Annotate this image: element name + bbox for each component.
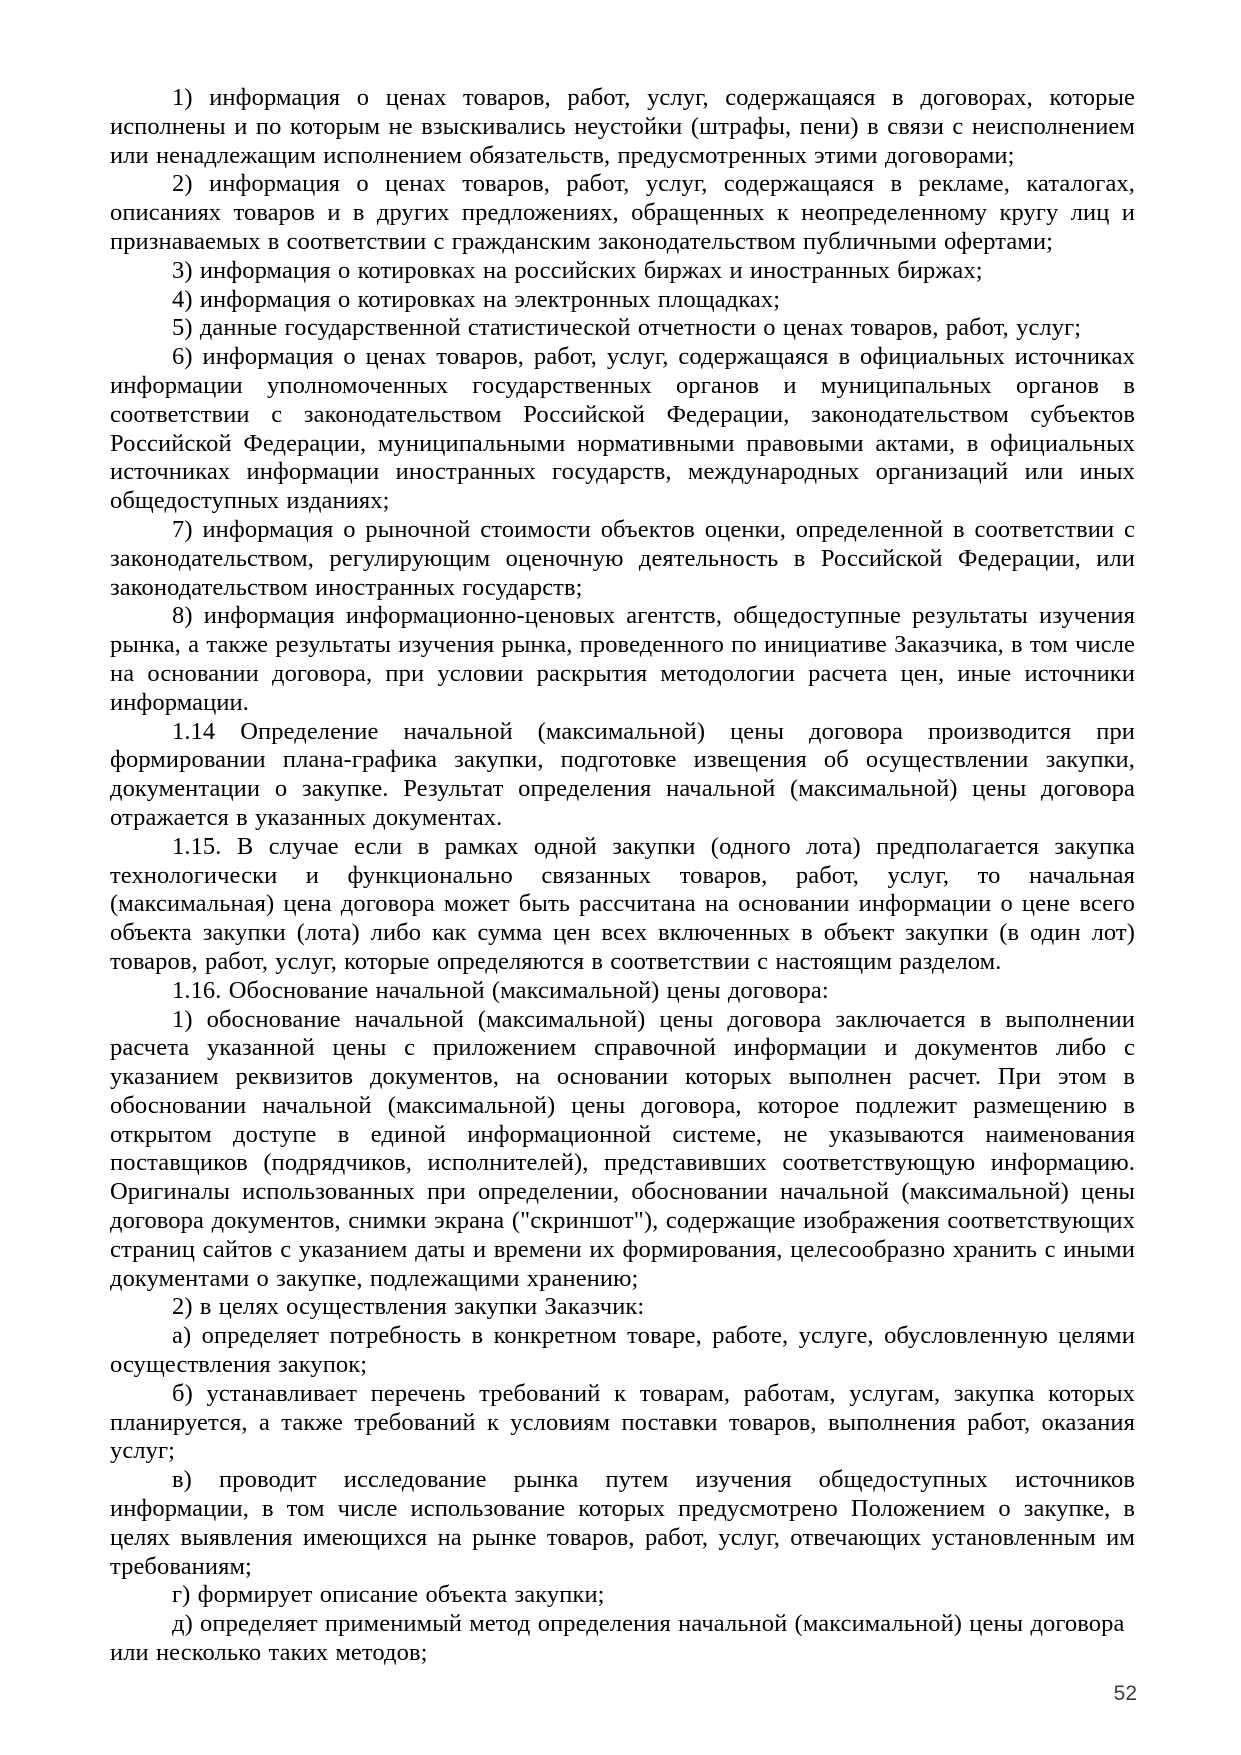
document-body bbox=[110, 84, 1135, 1668]
paragraph: г) формирует описание объекта закупки; bbox=[172, 1581, 605, 1609]
paragraph: 7) информация о рыночной стоимости объектов оценки, определенной в соответствии с законодательством, регулирующим оценочную деятельность в Российской Федерации, или законодательством иностранных государств; bbox=[110, 515, 1135, 601]
paragraph: 4) информация о котировках на электронных площадках; bbox=[172, 285, 781, 313]
paragraph: а) определяет потребность в конкретном товаре, работе, услуге, обусловленную целями осуществления закупок; bbox=[110, 1322, 1135, 1379]
paragraph-1-14: 1.14 Определение начальной (максимальной) цены договора производится при формировании плана-графика закупки, подготовке извещения об осуществлении закупки, документации о закупке. Результат определения начальной (максимальной) цены договора отражается в указанных документах. bbox=[110, 717, 1135, 831]
paragraph: 1) информация о ценах товаров, работ, услуг, содержащаяся в договорах, которые исполнены и по которым не взыскивались неустойки (штрафы, пени) в связи с неисполнением или ненадлежащим исполнением обязательств, предусмотренных этими договорами; bbox=[110, 84, 1135, 169]
paragraph: 3) информация о котировках на российских биржах и иностранных биржах; bbox=[172, 256, 983, 284]
paragraph-1-15: 1.15. В случае если в рамках одной закупки (одного лота) предполагается закупка технологически и функционально связанных товаров, работ, услуг, то начальная (максимальная) цена договора может быть рассчитана на основании информации о цене всего объекта закупки (лота) либо как сумма цен всех включенных в объект закупки (в один лот) товаров, работ, услуг, которые определяются в соответствии с настоящим разделом. bbox=[110, 832, 1135, 975]
paragraph: 1) обоснование начальной (максимальной) цены договора заключается в выполнении расчета указанной цены с приложением справочной информации и документов либо с указанием реквизитов документов, на основании которых выполнен расчет. При этом в обосновании начальной (максимальной) цены договора, которое подлежит размещению в открытом доступе в единой информационной системе, не указываются наименования поставщиков (подрядчиков, исполнителей), представивших соответствующую информацию. Оригиналы использованных при определении, обосновании начальной (максимальной) цены договора документов, снимки экрана ("скриншот"), содержащие изображения соответствующих страниц сайтов с указанием даты и времени их формирования, целесообразно хранить с иными документами о закупке, подлежащими хранению; bbox=[110, 1005, 1135, 1292]
page-number: 52 bbox=[1113, 1682, 1137, 1705]
paragraph-1-16: 1.16. Обоснование начальной (максимальной) цены договора: bbox=[172, 976, 829, 1004]
paragraph: 6) информация о ценах товаров, работ, услуг, содержащаяся в официальных источниках информации уполномоченных государственных органов и муниципальных органов в соответствии с законодательством Российской Федерации, законодательством субъектов Российской Федерации, муниципальными нормативными правовыми актами, в официальных источниках информации иностранных государств, международных организаций или иных общедоступных изданиях; bbox=[110, 343, 1135, 515]
paragraph: 8) информация информационно-ценовых агентств, общедоступные результаты изучения рынка, а также результаты изучения рынка, проведенного по инициативе Заказчика, в том числе на основании договора, при условии раскрытия методологии расчета цен, иные источники информации. bbox=[110, 602, 1136, 716]
paragraph: 2) информация о ценах товаров, работ, услуг, содержащаяся в рекламе, каталогах, описаниях товаров и в других предложениях, обращенных к неопределенному кругу лиц и признаваемых в соответствии с гражданским законодательством публичными офертами; bbox=[110, 170, 1135, 255]
paragraph: б) устанавливает перечень требований к товарам, работам, услугам, закупка которых планируется, а также требований к условиям поставки товаров, выполнения работ, оказания услуг; bbox=[110, 1379, 1135, 1465]
paragraph: в) проводит исследование рынка путем изучения общедоступных источников информации, в том числе использование которых предусмотрено Положением о закупке, в целях выявления имеющихся на рынке товаров, работ, услуг, отвечающих установленным им требованиям; bbox=[110, 1466, 1135, 1580]
paragraph: д) определяет применимый метод определения начальной (максимальной) цены договора или несколько таких методов; bbox=[110, 1610, 1125, 1667]
paragraph: 5) данные государственной статистической отчетности о ценах товаров, работ, услуг; bbox=[172, 314, 1082, 342]
paragraph: 2) в целях осуществления закупки Заказчик: bbox=[172, 1293, 645, 1321]
